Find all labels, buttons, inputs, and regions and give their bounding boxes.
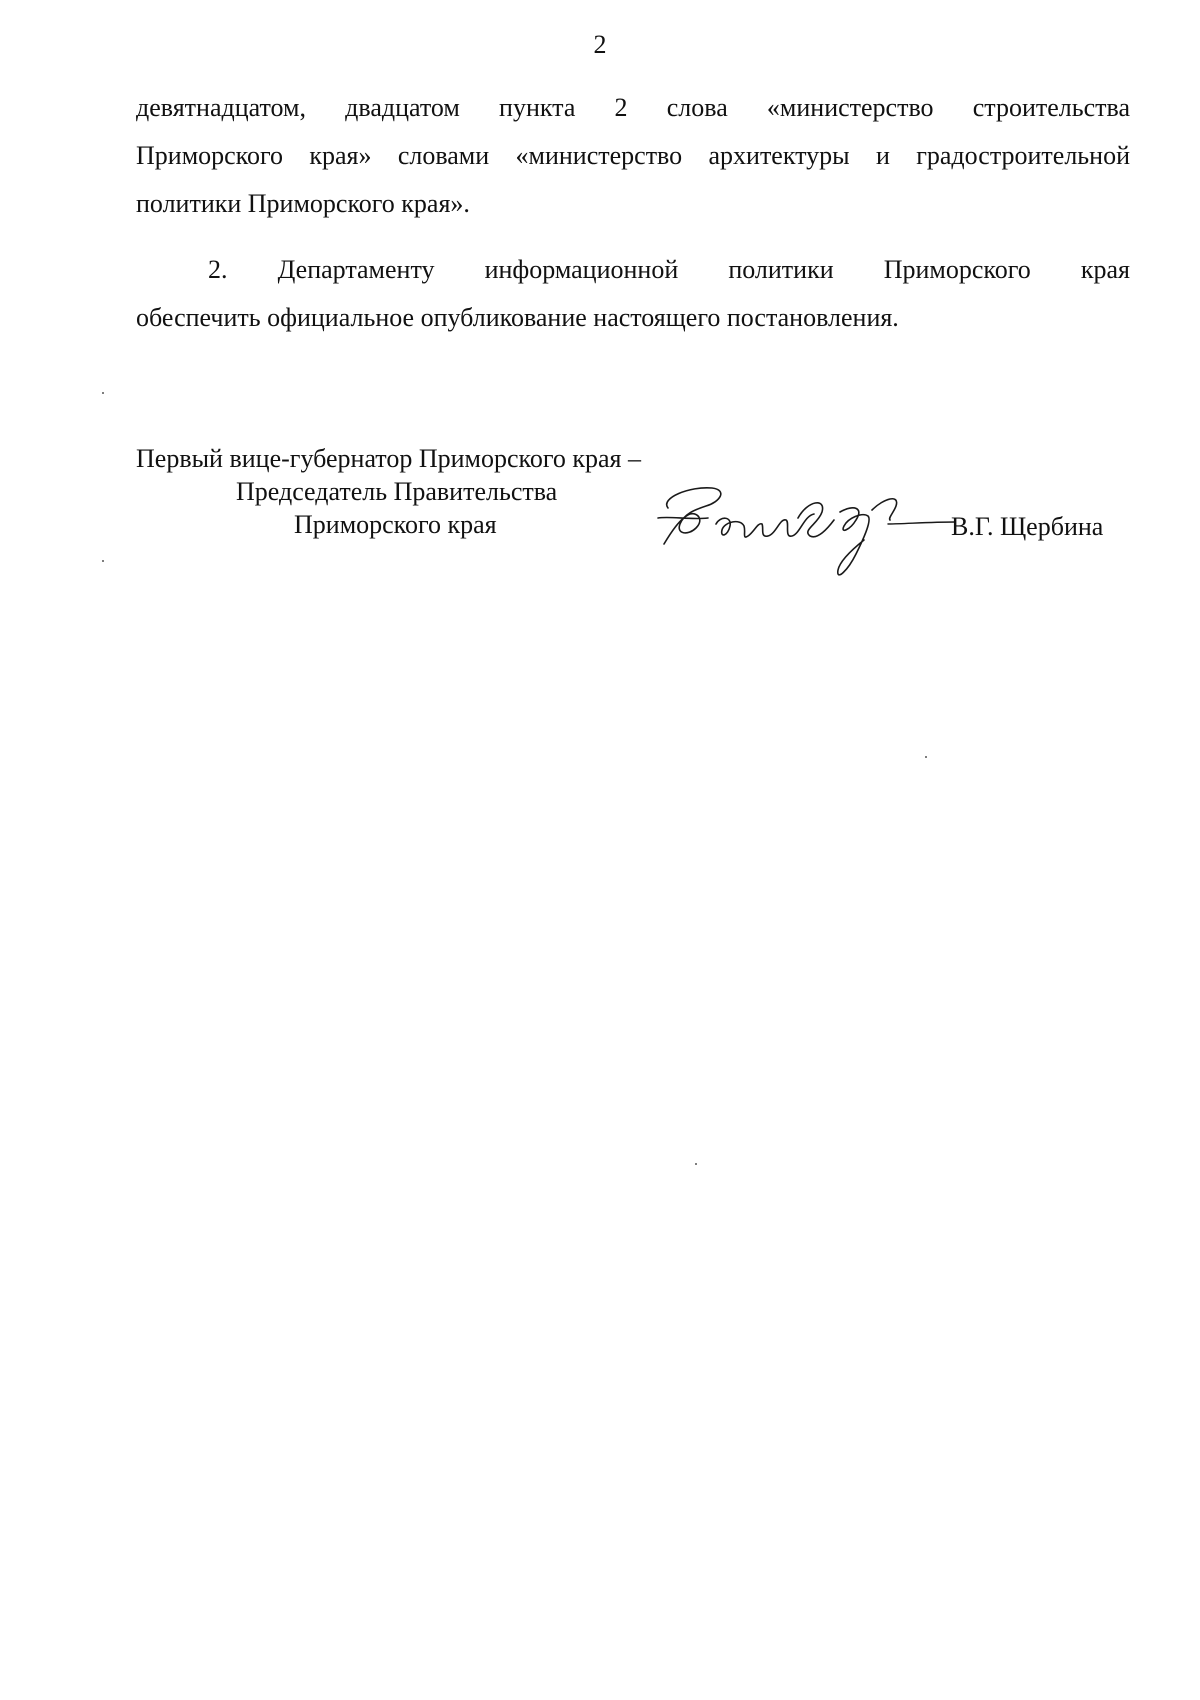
paragraph-2-line-1 bbox=[136, 246, 1130, 294]
paragraph-2 bbox=[136, 246, 1130, 342]
scan-artifact-dot bbox=[695, 1163, 697, 1165]
scan-artifact-dot bbox=[925, 756, 927, 758]
paragraph-2-line-2: обеспечить официальное опубликование настоящего постановления. bbox=[136, 303, 899, 332]
handwritten-signature bbox=[650, 478, 960, 588]
paragraph-1-line-1: девятнадцатом, двадцатом пункта 2 слова «министерство строительства bbox=[136, 93, 1130, 122]
signer-name: В.Г. Щербина bbox=[951, 512, 1104, 541]
signature-title-block bbox=[136, 442, 641, 541]
paragraph-2-first-line-text: Департаменту информационной политики Приморского края bbox=[277, 255, 1130, 284]
paragraph-1 bbox=[136, 84, 1130, 228]
paragraph-1-line-2: Приморского края» словами «министерство архитектуры и градостроительной bbox=[136, 141, 1130, 170]
signer-title-line-1: Первый вице-губернатор Приморского края – bbox=[136, 444, 641, 473]
paragraph-2-number: 2. bbox=[208, 255, 228, 284]
scan-artifact-dot bbox=[102, 392, 104, 394]
scan-artifact-dot bbox=[102, 560, 104, 562]
signer-title-line-3: Приморского края bbox=[294, 510, 497, 539]
paragraph-1-line-3: политики Приморского края». bbox=[136, 189, 470, 218]
page-number: 2 bbox=[593, 30, 607, 59]
signer-title-line-2: Председатель Правительства bbox=[236, 477, 558, 506]
